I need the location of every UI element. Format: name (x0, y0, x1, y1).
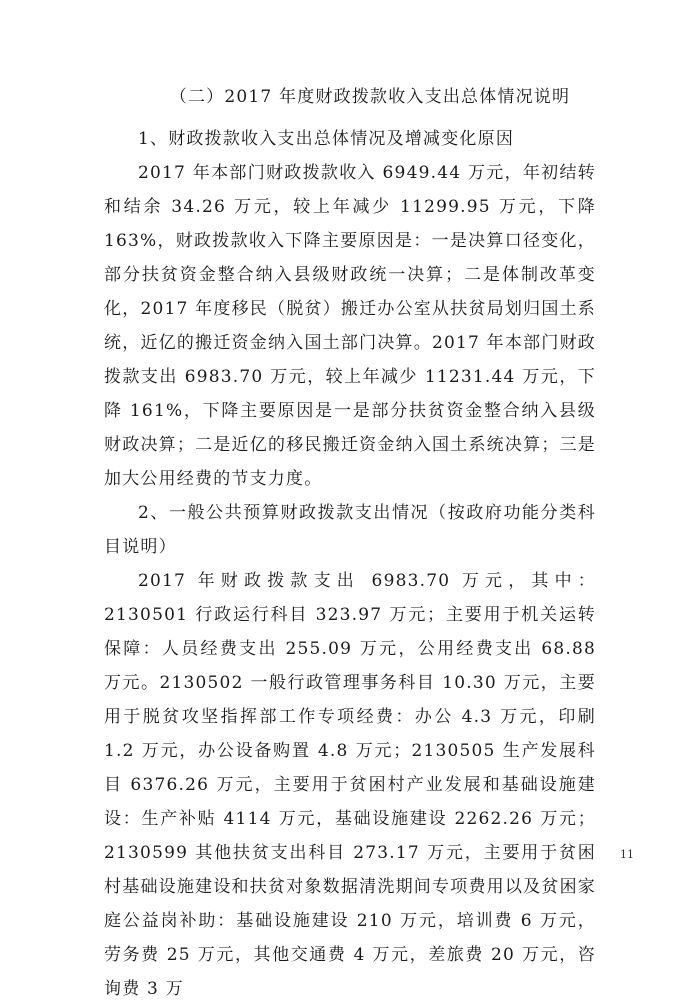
paragraph-expenditure-detail: 2017 年财政拨款支出 6983.70 万元，其中：2130501 行政运行科目 323.97 万元；主要用于机关运转保障：人员经费支出 255.09 万元，公用经费支出 68.88 万元。2130502 一般行政管理事务科目 10.30 万元，主要用于脱贫攻坚指挥部工作专项经费：办公 4.3 万元，印刷 1.2 万元，办公设备购置 4.8 万元；2130505 生产发展科目 6376.26 万元，主要用于贫困村产业发展和基础设施建设：生产补贴 4114 万元，基础设施建设 2262.26 万元；2130599 其他扶贫支出科目 273.17 万元，主要用于贫困村基础设施建设和扶贫对象数据清洗期间专项费用以及贫困家庭公益岗补助：基础设施建设 210 万元，培训费 6 万元，劳务费 25 万元，其他交通费 4 万元，差旅费 20 万元，咨询费 3 万 (104, 571, 596, 999)
subheading-1: 1、财政拨款收入支出总体情况及增减变化原因 (138, 129, 515, 149)
subheading-2: 2、一般公共预算财政拨款支出情况（按政府功能分类科目说明） (104, 503, 596, 557)
section-title: （二）2017 年度财政拨款收入支出总体情况说明 (169, 87, 571, 107)
paragraph-revenue-summary: 2017 年本部门财政拨款收入 6949.44 万元，年初结转和结余 34.26 万元，较上年减少 11299.95 万元，下降 163%，财政拨款收入下降主要原因是：一是决算口径变化，部分扶贫资金整合纳入县级财政统一决算；二是体制改革变化，2017 年度移民（脱贫）搬迁办公室从扶贫局划归国土系统，近亿的搬迁资金纳入国土部门决算。2017 年本部门财政拨款支出 6983.70 万元，较上年减少 11231.44 万元，下降 161%，下降主要原因是一是部分扶贫资金整合纳入县级财政决算；二是近亿的移民搬迁资金纳入国土系统决算；三是加大公用经费的节支力度。 (104, 163, 596, 489)
page-number: 11 (620, 848, 634, 861)
document-body (104, 84, 596, 1006)
